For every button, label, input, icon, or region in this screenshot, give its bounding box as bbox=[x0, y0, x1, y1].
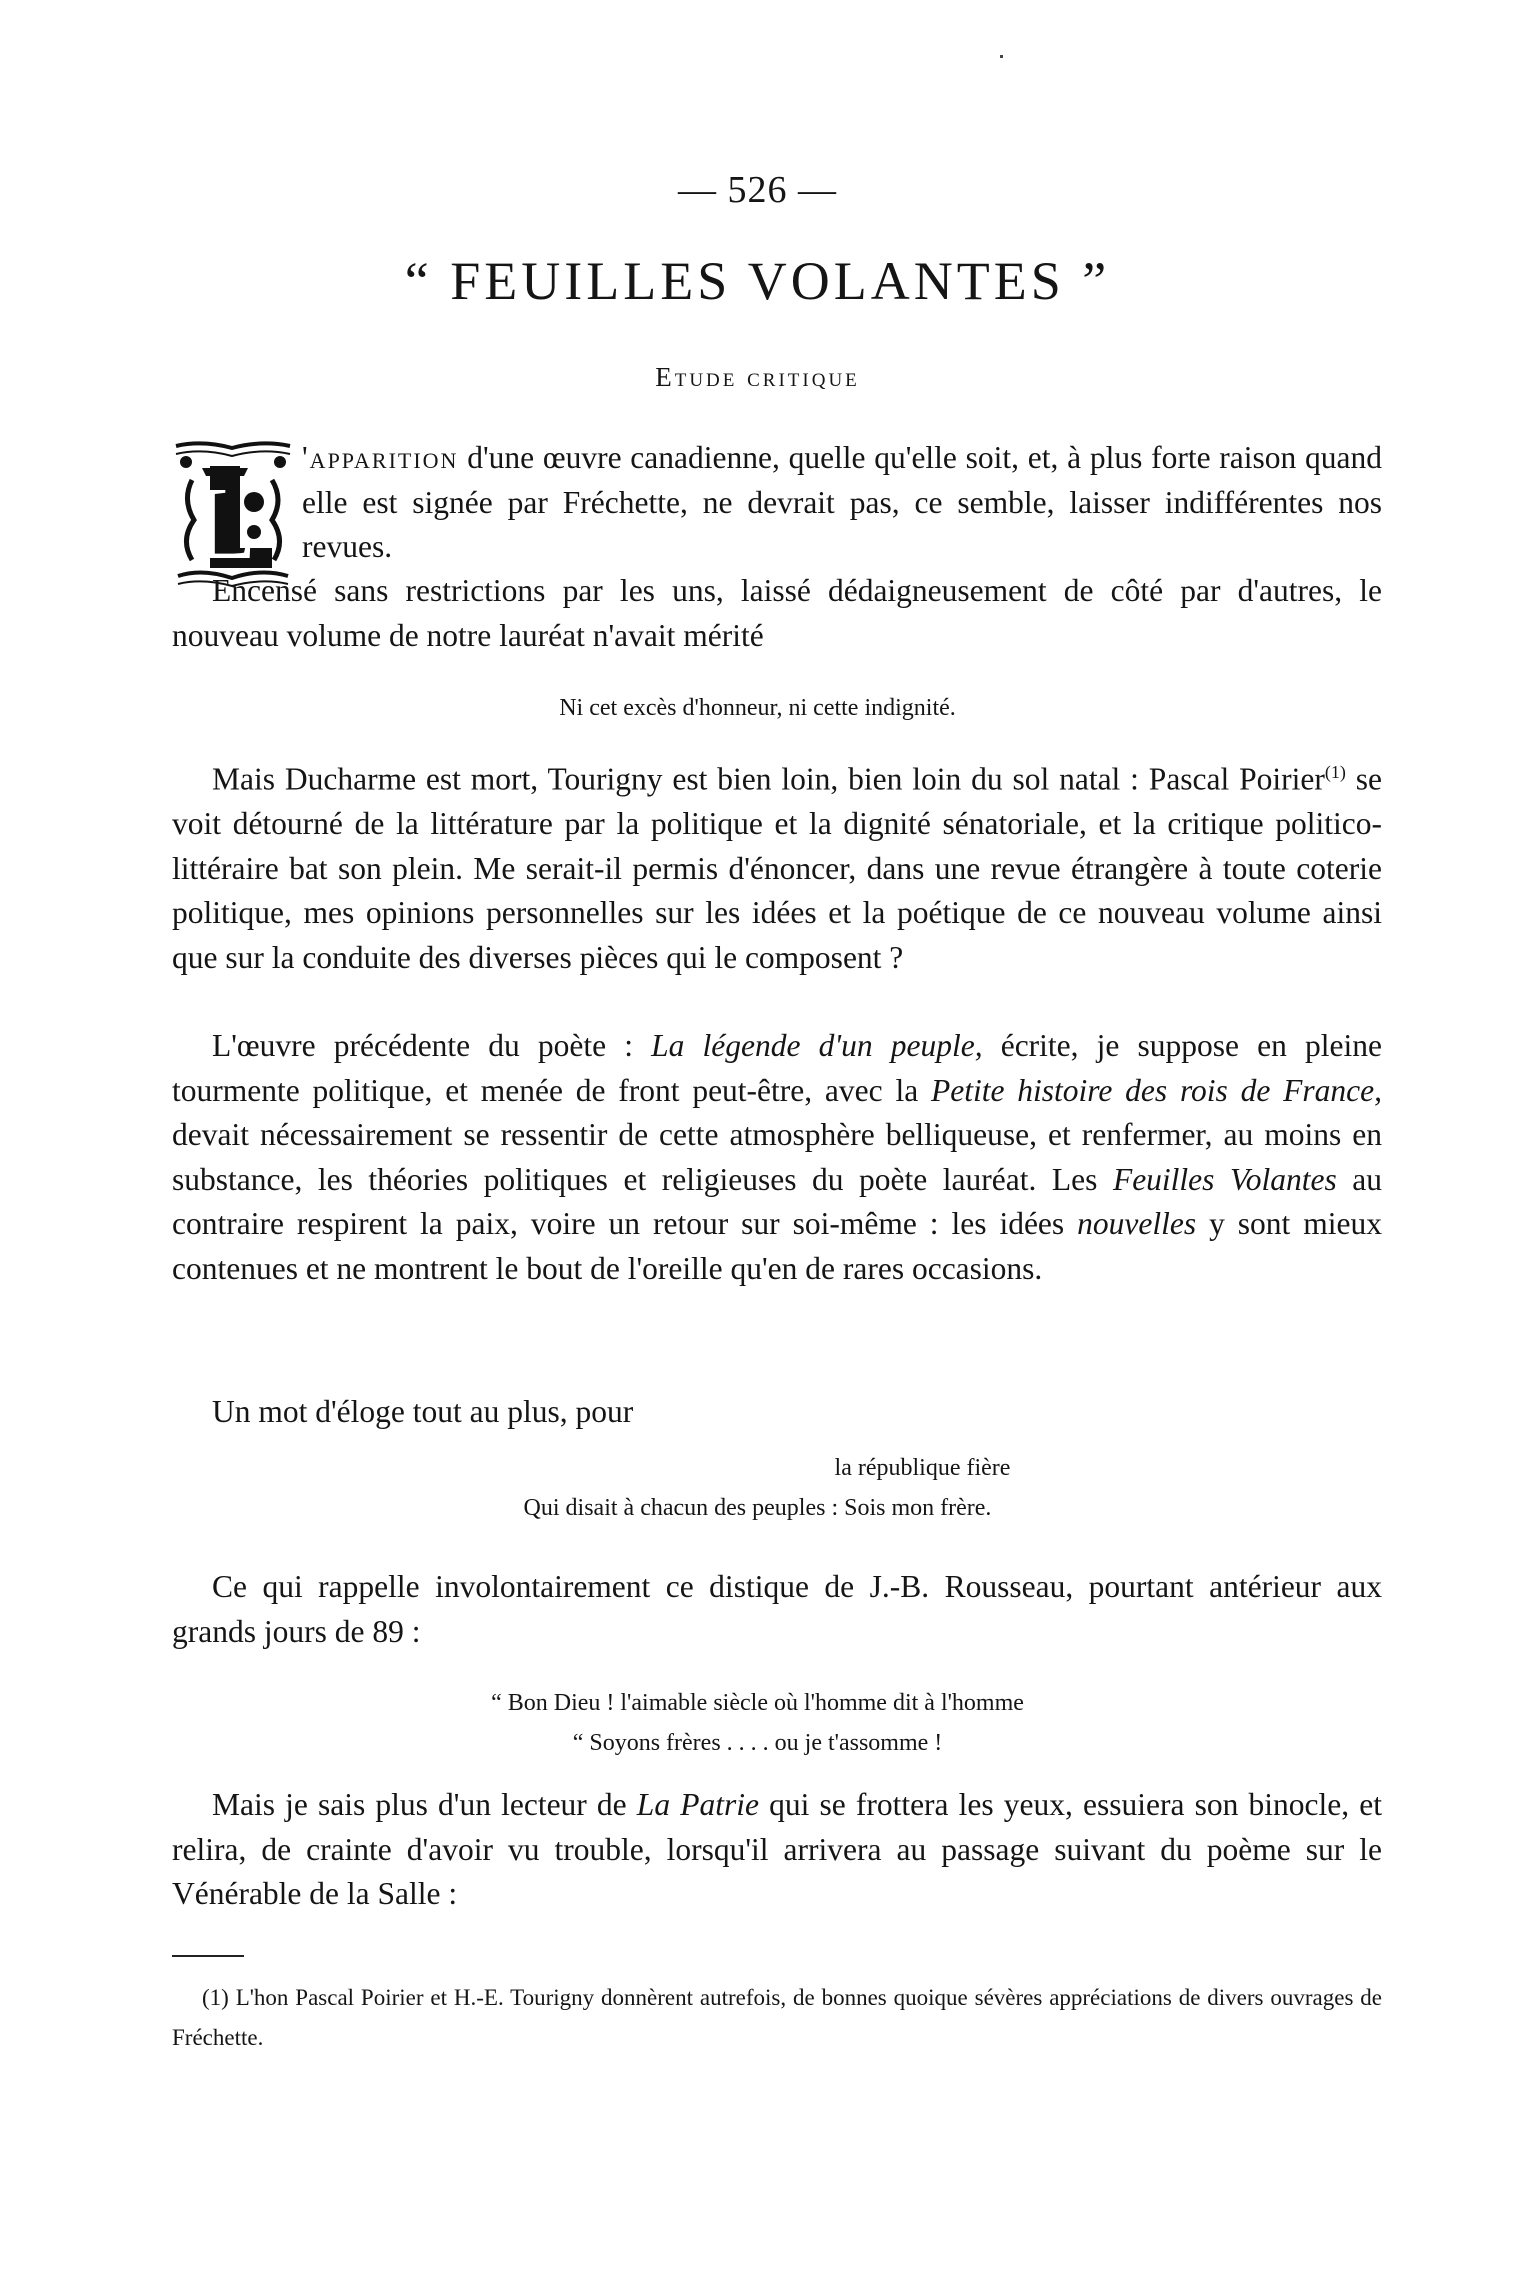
quote-bon-dieu bbox=[0, 1683, 1515, 1763]
article-subtitle: Etude critique bbox=[655, 362, 860, 392]
paragraph-ducharme bbox=[172, 750, 1382, 980]
oeuvre-text-e: devait nécessairement se ressentir de cette atmosphère belliqueuse, et renfermer, au moins en substance, les théories politiques et religieuses du poète lauréat. Les bbox=[172, 1117, 1382, 1197]
footnote-rule bbox=[172, 1955, 244, 1957]
paragraph-oeuvre bbox=[172, 1024, 1382, 1291]
paragraph-patrie bbox=[172, 1783, 1382, 1917]
quote-honneur bbox=[0, 688, 1515, 728]
quote-bon-dieu-line1: “ Bon Dieu ! l'aimable siècle où l'homme dit à l'homme bbox=[491, 1690, 1024, 1716]
quote-honneur-text: Ni cet excès d'honneur, ni cette indignité. bbox=[559, 695, 956, 721]
paragraph-rousseau-text: Ce qui rappelle involontairement ce distique de J.-B. Rousseau, pourtant antérieur aux grands jours de 89 : bbox=[172, 1569, 1382, 1649]
paragraph-rousseau bbox=[172, 1565, 1382, 1654]
intro-paragraph bbox=[302, 436, 1382, 570]
oeuvre-title-feuilles: Feuilles Volantes bbox=[1112, 1161, 1337, 1197]
paragraph-encense-text: Encensé sans restrictions par les uns, laissé dédaigneusement de côté par d'autres, le nouveau volume de notre lauréat n'avait mérité bbox=[172, 573, 1382, 653]
oeuvre-title-legende: La légende d'un peuple, bbox=[651, 1028, 983, 1063]
quote-republique-line2: Qui disait à chacun des peuples : Sois mon frère. bbox=[523, 1495, 992, 1521]
quote-republique-line1: la république fière bbox=[834, 1455, 1011, 1481]
oeuvre-text-c: écrite, je suppose en pleine tourmente politique, et menée de front peut-être, avec la bbox=[172, 1028, 1382, 1108]
paragraph-encense bbox=[172, 569, 1382, 658]
patrie-text-a: Mais je sais plus d'un lecteur de bbox=[212, 1787, 637, 1822]
drop-cap-ornament bbox=[172, 440, 294, 588]
paragraph-mot bbox=[172, 1390, 1382, 1435]
paragraph-ducharme-rest: se voit détourné de la littérature par la politique et la dignité sénatoriale, et la critique politico-littéraire bat son plein. Me serait-il permis d'énoncer, dans une revue étrangère à toute coterie politique, mes opinions personnelles sur les idées et la poétique de ce nouveau volume ainsi que sur la conduite des diverses pièces qui le composent ? bbox=[172, 761, 1383, 975]
article-title: “ FEUILLES VOLANTES ” bbox=[404, 251, 1111, 311]
quote-bon-dieu-line2: “ Soyons frères . . . . ou je t'assomme ! bbox=[572, 1730, 943, 1756]
quote-republique bbox=[0, 1448, 1515, 1528]
paragraph-mot-text: Un mot d'éloge tout au plus, pour bbox=[212, 1394, 634, 1429]
footnote-text: (1) L'hon Pascal Poirier et H.-E. Tourigny donnèrent autrefois, de bonnes quoique sévères appréciations de divers ouvrages de Fréchette. bbox=[172, 1985, 1382, 2050]
paragraph-ducharme-text: Mais Ducharme est mort, Tourigny est bien loin, bien loin du sol natal : Pascal Poirier bbox=[212, 761, 1325, 797]
page-number: — 526 — bbox=[678, 169, 837, 211]
intro-first-word: 'apparition bbox=[302, 440, 459, 475]
footnote-marker: (1) bbox=[1324, 762, 1346, 782]
drop-cap-icon bbox=[172, 440, 294, 588]
oeuvre-text-i: y sont mieux contenues et ne montrent le bout de l'oreille qu'en de rares occasions. bbox=[172, 1206, 1382, 1286]
drop-cap-letter: L bbox=[193, 466, 257, 581]
footnote bbox=[172, 1978, 1382, 2058]
oeuvre-word-nouvelles: nouvelles bbox=[1077, 1206, 1197, 1241]
patrie-text-c: qui se frottera les yeux, essuiera son binocle, et relira, de crainte d'avoir vu trouble, lorsqu'il arrivera au passage suivant du poème sur le Vénérable de la Salle : bbox=[172, 1787, 1382, 1911]
patrie-title: La Patrie bbox=[636, 1787, 759, 1822]
oeuvre-text-g: au contraire respirent la paix, voire un retour sur soi-même : les idées bbox=[172, 1161, 1382, 1241]
intro-text: d'une œuvre canadienne, quelle qu'elle soit, et, à plus forte raison quand elle est signée par Fréchette, ne devrait pas, ce semble, laisser indifférentes nos revues. bbox=[302, 440, 1382, 564]
print-speck bbox=[1000, 55, 1003, 58]
oeuvre-title-petite-histoire: Petite histoire des rois de France, bbox=[930, 1072, 1382, 1108]
oeuvre-text-a: L'œuvre précédente du poète : bbox=[212, 1028, 652, 1063]
